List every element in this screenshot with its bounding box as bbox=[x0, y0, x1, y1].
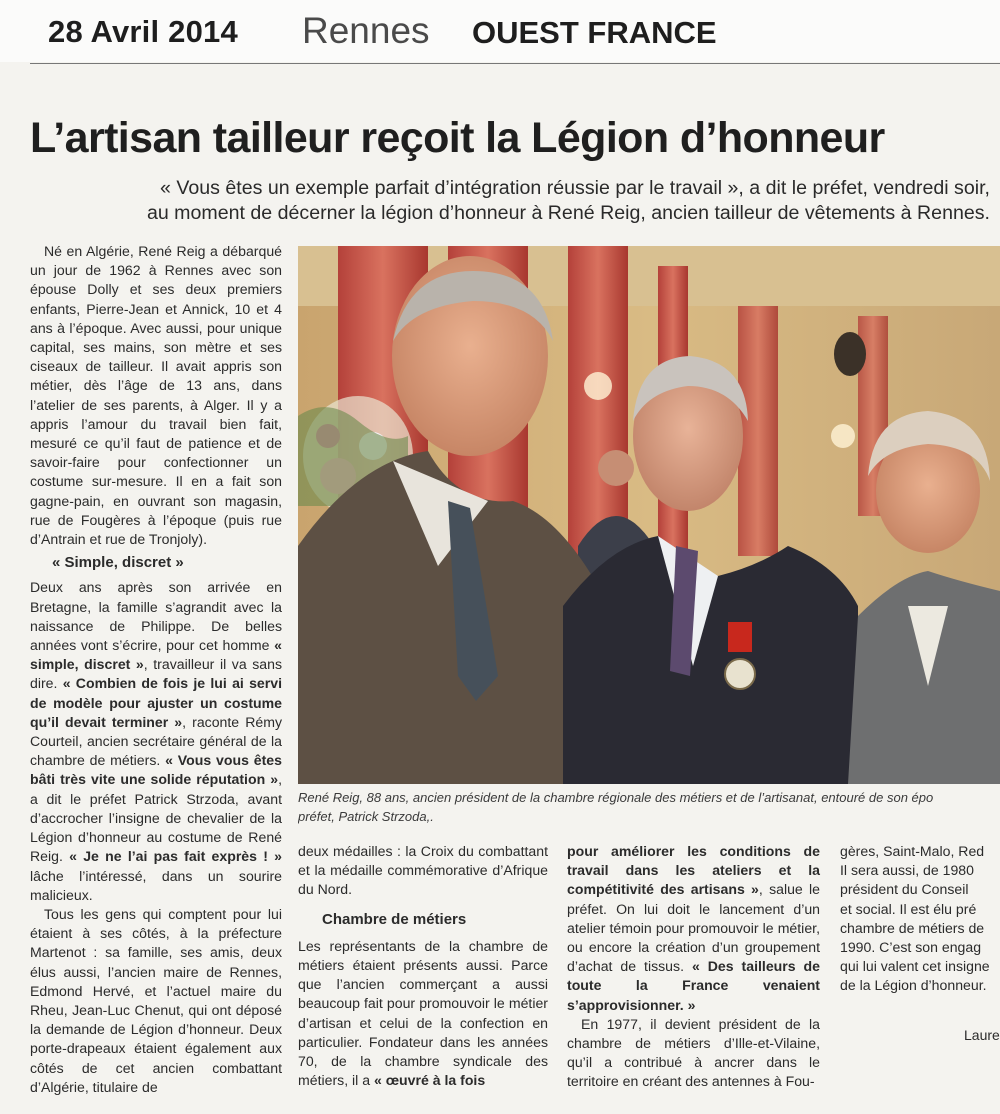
text-line: chambre de métiers de bbox=[840, 919, 985, 936]
text-run: , a dit le préfet Patrick Strzoda, avant d’accrocher l’insigne de chevalier de la Légion d’honneur au costume de René Reig. bbox=[30, 771, 282, 865]
edition-city: Rennes bbox=[302, 10, 430, 51]
text-run: Les représentants de la chambre de métiers étaient présents aussi. Parce que l’ancien commerçant a aussi beaucoup fait pour promouvoir le métier d’artisan et celui de la confection en particulier. Fondateur dans les années 70, de la chambre syndicale des métiers, il a bbox=[298, 937, 548, 1089]
ceremony-photo bbox=[298, 246, 1000, 784]
column-3 bbox=[567, 842, 820, 1092]
paragraph: Né en Algérie, René Reig a débarqué un jour de 1962 à Rennes avec son épouse Dolly et ses deux premiers enfants, Pierre-Jean et Annick, 10 et 4 ans à l’époque. Avec aussi, pour unique capital, ses mains, son mètre et ses ciseaux de tailleur. Il avait appris son métier, dès l’âge de 13 ans, dans l’atelier de ses parents, à Alger. Il y a appris l’amour du travail bien fait, mesuré ce qu’il faut de patience et de savoir-faire pour confectionner un costume sur-mesure. Il en a fait son gagne-pain, en ouvrant son magasin, rue de Fougères à l’époque (puis rue d’Antrain et rue de Tronjoly). bbox=[30, 243, 282, 548]
paragraph bbox=[30, 578, 282, 904]
column-1 bbox=[30, 242, 282, 1097]
text-run: , travailleur il va sans dire. bbox=[30, 656, 283, 692]
text-line: qui lui valent cet insigne bbox=[840, 958, 990, 975]
paragraph bbox=[298, 937, 548, 1091]
quote: « Des tailleurs de toute la France venaient s’approvisionner. » bbox=[567, 958, 820, 1013]
text-run: , salue le préfet. On lui doit le lancement d’un atelier témoin pour promouvoir le métier, ou encore la création d’un groupement d’achat de tissus. bbox=[567, 881, 820, 975]
quote: pour améliorer les conditions de travail dans les ateliers et la compétitivité des artisans » bbox=[567, 843, 820, 898]
paragraph bbox=[567, 842, 820, 1015]
text-run: lâche l’intéressé, dans un sourire malicieux. bbox=[30, 867, 282, 903]
quote: « Combien de fois je lui ai servi de modèle pour ajuster un costume qu’il devait terminer » bbox=[30, 675, 282, 730]
author-signature: Laure bbox=[964, 1027, 1000, 1043]
text-line: et social. Il est élu pré bbox=[840, 900, 977, 917]
quote: « Vous vous êtes bâti très vite une solide réputation » bbox=[30, 752, 282, 788]
caption-line-1: René Reig, 88 ans, ancien président de la chambre régionale des métiers et de l’artisanat, entouré de son épo bbox=[298, 790, 934, 805]
quote: « Je ne l’ai pas fait exprès ! » bbox=[69, 848, 282, 865]
text-line: gères, Saint-Malo, Red bbox=[840, 843, 985, 859]
quote: « œuvré à la fois bbox=[373, 1072, 486, 1089]
photo-caption bbox=[298, 788, 1000, 826]
masthead-rule bbox=[30, 63, 1000, 64]
text-line: Il sera aussi, de 1980 bbox=[840, 862, 974, 879]
paragraph: En 1977, il devient président de la chambre de métiers d’Ille-et-Vilaine, qu’il a contribué à ancrer dans le territoire en créant des antennes à Fou- bbox=[567, 1015, 820, 1090]
column-4 bbox=[840, 842, 1000, 996]
headline: L’artisan tailleur reçoit la Légion d’honneur bbox=[30, 114, 885, 162]
text-run: Deux ans après son arrivée en Bretagne, la famille s’agrandit avec la naissance de Philippe. De belles années vont s’écrire, pour cet homme bbox=[30, 579, 282, 654]
paragraph: Tous les gens qui comptent pour lui étaient à ses côtés, à la préfecture Martenot : sa famille, ses amis, deux élus aussi, l’ancien maire de Rennes, Edmond Hervé, et l’actuel maire du Rheu, Jean-Luc Chenut, qui ont déposé la demande de Légion d’honneur. Deux porte-drapeaux étaient également aux côtés de cet ancien combattant d’Algérie, titulaire de bbox=[30, 905, 282, 1095]
publication-date: 28 Avril 2014 bbox=[48, 14, 238, 49]
text-line: 1990. C’est son engag bbox=[840, 939, 982, 956]
newspaper-name: OUEST FRANCE bbox=[472, 15, 717, 50]
column-2 bbox=[298, 842, 548, 1090]
lede bbox=[30, 176, 990, 226]
text-run: , raconte Rémy Courteil, ancien secrétaire général de la chambre de métiers. bbox=[30, 713, 283, 769]
caption-line-2: préfet, Patrick Strzoda,. bbox=[298, 809, 434, 824]
lede-line-2: au moment de décerner la légion d’honneur à René Reig, ancien tailleur de vêtements à Rennes. bbox=[146, 202, 990, 224]
lede-line-1: « Vous êtes un exemple parfait d’intégration réussie par le travail », a dit le préfet, vendredi soir, bbox=[160, 177, 990, 199]
masthead bbox=[0, 0, 1000, 62]
text-line: président du Conseil bbox=[840, 881, 969, 898]
subheading-chambre-de-metiers: Chambre de métiers bbox=[322, 910, 467, 928]
paragraph: deux médailles : la Croix du combattant et la médaille commémorative d’Afrique du Nord. bbox=[298, 843, 548, 898]
text-line: de la Légion d’honneur. bbox=[840, 977, 987, 994]
subheading-simple-discret: « Simple, discret » bbox=[52, 554, 184, 572]
quote: « simple, discret » bbox=[30, 637, 282, 673]
